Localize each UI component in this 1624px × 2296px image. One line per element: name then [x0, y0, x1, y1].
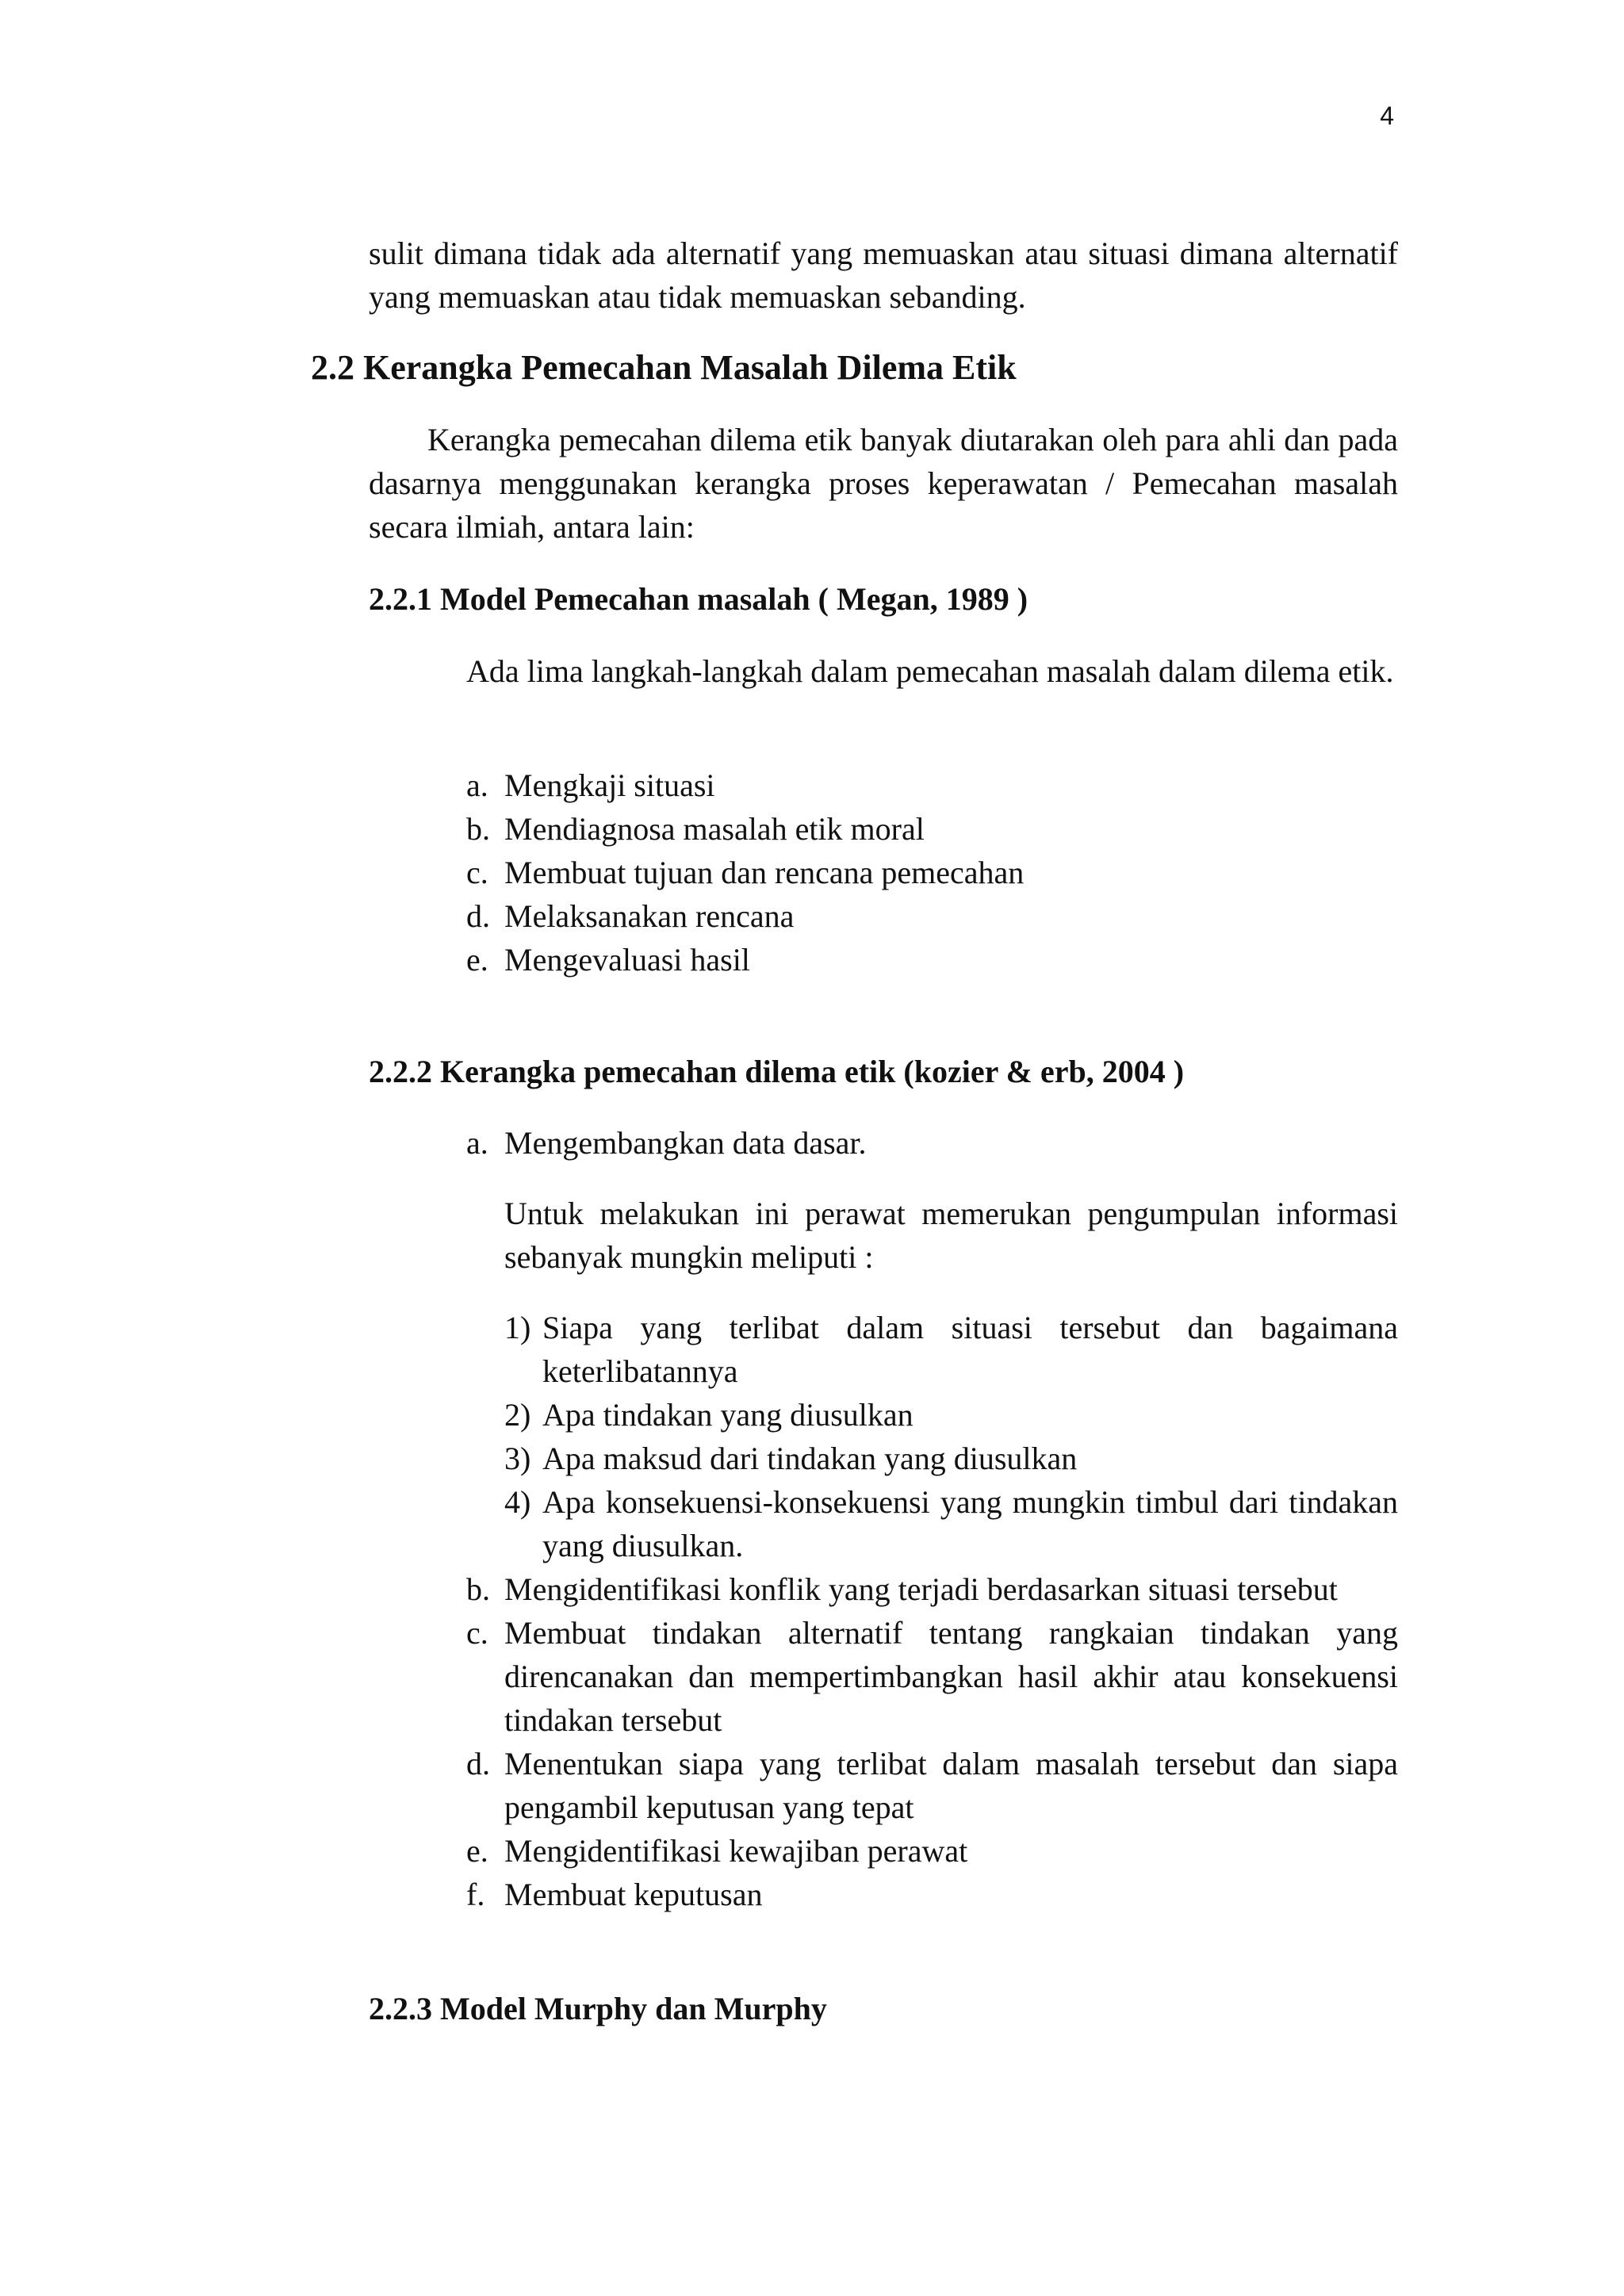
list-item-text: Mengkaji situasi [504, 767, 715, 803]
list-item-text: Menentukan siapa yang terlibat dalam masalah tersebut dan siapa pengambil keputusan yang tepat [504, 1746, 1398, 1825]
list-item [466, 1829, 1398, 1873]
list-marker: d. [466, 1746, 490, 1781]
kozier-erb-list [466, 1121, 1398, 1916]
section-2-2-1-heading: 2.2.1 Model Pemecahan masalah ( Megan, 1989 ) [369, 581, 1028, 617]
list-item [466, 1742, 1398, 1829]
list-marker: c. [466, 855, 488, 890]
section-2-2-2-heading: 2.2.2 Kerangka pemecahan dilema etik (kozier & erb, 2004 ) [369, 1054, 1185, 1089]
list-item [504, 1437, 1398, 1480]
section-2-2-heading: 2.2 Kerangka Pemecahan Masalah Dilema Etik [311, 348, 1017, 387]
list-item-text: Membuat keputusan [504, 1877, 763, 1912]
numbered-sub-list [504, 1306, 1398, 1567]
list-marker: 2) [504, 1397, 531, 1433]
list-item-text: Apa maksud dari tindakan yang diusulkan [542, 1441, 1078, 1476]
list-marker: c. [466, 1615, 488, 1651]
list-item-text: Mengidentifikasi konflik yang terjadi berdasarkan situasi tersebut [504, 1571, 1338, 1607]
intro-paragraph: sulit dimana tidak ada alternatif yang memuaskan atau situasi dimana alternatif yang memuaskan atau tidak memuaskan sebanding. [369, 235, 1398, 315]
list-item [466, 938, 1398, 982]
list-item [504, 1306, 1398, 1393]
list-item-text: Mengevaluasi hasil [504, 942, 750, 978]
list-marker: 3) [504, 1441, 531, 1476]
list-item-text: Melaksanakan rencana [504, 898, 795, 934]
section-2-2-3-heading: 2.2.3 Model Murphy dan Murphy [369, 1991, 827, 2026]
list-item-text: Siapa yang terlibat dalam situasi tersebut dan bagaimana keterlibatannya [542, 1310, 1398, 1389]
list-marker: f. [466, 1877, 485, 1912]
list-marker: d. [466, 898, 490, 934]
list-item [504, 1393, 1398, 1437]
list-item-text: Mengembangkan data dasar. [504, 1125, 867, 1161]
list-item [466, 1611, 1398, 1742]
list-item [466, 807, 1398, 851]
section-2-2-paragraph: Kerangka pemecahan dilema etik banyak diutarakan oleh para ahli dan pada dasarnya menggunakan kerangka proses keperawatan / Pemecahan masalah secara ilmiah, antara lain: [369, 422, 1398, 545]
list-item-text: Apa konsekuensi-konsekuensi yang mungkin timbul dari tindakan yang diusulkan. [542, 1484, 1398, 1563]
list-marker: 1) [504, 1310, 531, 1345]
list-marker: a. [466, 767, 488, 803]
megan-steps-list [466, 763, 1398, 982]
list-marker: 4) [504, 1484, 531, 1520]
list-item [466, 1567, 1398, 1611]
list-item [466, 894, 1398, 938]
section-2-2-1-paragraph: Ada lima langkah-langkah dalam pemecahan masalah dalam dilema etik. [466, 653, 1394, 689]
page-number: 4 [1380, 101, 1394, 130]
list-marker: a. [466, 1125, 488, 1161]
list-item-text: Membuat tujuan dan rencana pemecahan [504, 855, 1025, 890]
list-marker: e. [466, 942, 488, 978]
list-item [504, 1480, 1398, 1567]
list-item [466, 1873, 1398, 1916]
list-item-text: Membuat tindakan alternatif tentang rangkaian tindakan yang direncanakan dan mempertimbangkan hasil akhir atau konsekuensi tindakan tersebut [504, 1615, 1398, 1738]
list-item-text: Mengidentifikasi kewajiban perawat [504, 1833, 968, 1869]
list-item [466, 763, 1398, 807]
list-marker: b. [466, 811, 490, 847]
item-a-sub-paragraph: Untuk melakukan ini perawat memerukan pengumpulan informasi sebanyak mungkin meliputi : [504, 1196, 1398, 1275]
list-item-text: Mendiagnosa masalah etik moral [504, 811, 925, 847]
list-item [466, 851, 1398, 894]
list-marker: b. [466, 1571, 490, 1607]
list-item-text: Apa tindakan yang diusulkan [542, 1397, 914, 1433]
list-marker: e. [466, 1833, 488, 1869]
list-item [466, 1121, 1398, 1567]
